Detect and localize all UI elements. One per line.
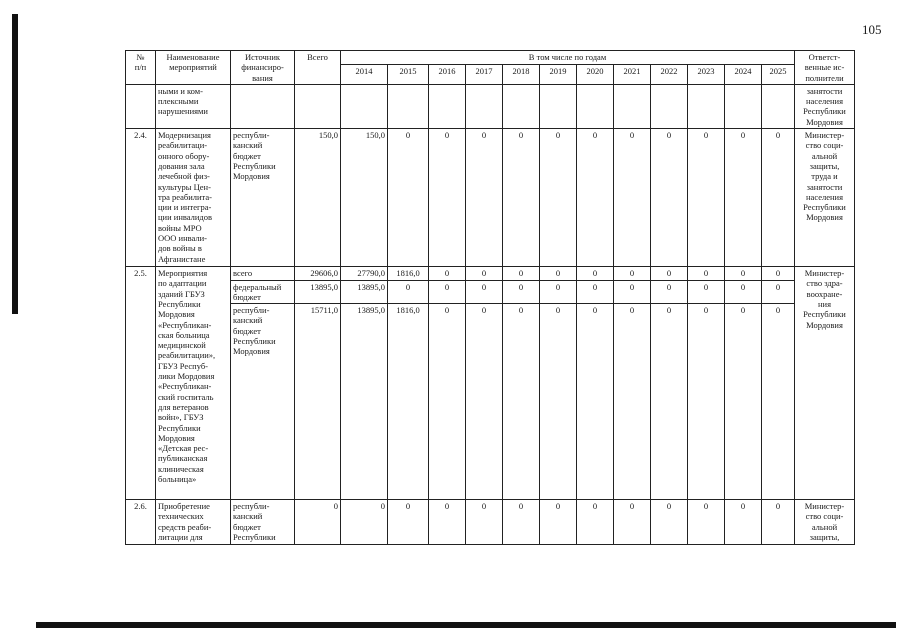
- row-name: ными и ком- плексными нарушениями: [156, 84, 231, 128]
- year-value: 0: [481, 268, 487, 279]
- year-value: 0: [775, 501, 781, 512]
- source-line: республи- канский бюджет Республики Мордовия: [233, 130, 276, 182]
- year-value: 0: [740, 268, 746, 279]
- year-value: 0: [540, 303, 576, 315]
- row-name: Приобретение технических средств реаби- литации для: [156, 500, 231, 545]
- source-line: республи- канский бюджет Республики Мордовия: [231, 303, 294, 356]
- header-year: 2016: [429, 65, 466, 85]
- year-value: 0: [725, 280, 761, 302]
- header-row: [126, 51, 855, 65]
- year-value: 0: [651, 303, 687, 315]
- row-year-value: [429, 267, 466, 500]
- header-year: 2019: [540, 65, 577, 85]
- row-year-value: [540, 267, 577, 500]
- year-value: 0: [740, 130, 746, 141]
- row-year-value: [540, 129, 577, 267]
- header-year: 2025: [762, 65, 795, 85]
- header-year: 2024: [725, 65, 762, 85]
- year-value: 0: [775, 268, 781, 279]
- row-number: 2.5.: [126, 267, 156, 500]
- year-value: 0: [555, 130, 561, 141]
- row-year-value: [503, 84, 540, 128]
- row-year-value: [651, 500, 688, 545]
- year-value: 0: [703, 268, 709, 279]
- row-name: Мероприятия по адаптации зданий ГБУЗ Республики Мордовия «Республикан- ская больница медицинской реабилитации», ГБУЗ Респуб- лики Мордовия «Республикан- ский госпиталь для ветеранов войн», ГБУЗ Республики Мордовия «Детская рес- публиканская клиническая больница»: [156, 267, 231, 500]
- year-value: 150,0: [365, 130, 385, 141]
- source-line: федеральный бюджет: [231, 280, 294, 302]
- year-value: 0: [666, 501, 672, 512]
- row-number: 2.4.: [126, 129, 156, 267]
- row-year-value: [688, 129, 725, 267]
- row-year-value: [577, 129, 614, 267]
- year-value: 0: [666, 130, 672, 141]
- header-source: Источник финансиро- вания: [231, 51, 295, 85]
- row-year-value: [388, 267, 429, 500]
- year-value: 0: [405, 501, 411, 512]
- page-number: 105: [862, 22, 882, 37]
- year-value: 0: [703, 130, 709, 141]
- year-value: 0: [429, 280, 465, 302]
- year-value: 0: [518, 130, 524, 141]
- row-year-value: [341, 84, 388, 128]
- year-value: 0: [688, 303, 724, 315]
- year-value: 0: [762, 280, 794, 302]
- row-year-value: [577, 500, 614, 545]
- row-number: [126, 84, 156, 128]
- row-year-value: [466, 129, 503, 267]
- header-num: № п/п: [126, 51, 156, 85]
- row-year-value: [341, 500, 388, 545]
- source-line: республи- канский бюджет Республики: [233, 501, 276, 542]
- year-value: 13895,0: [341, 303, 387, 315]
- row-year-value: [577, 267, 614, 500]
- year-value: 0: [444, 501, 450, 512]
- row-year-value: [762, 129, 795, 267]
- header-total: Всего: [295, 51, 341, 85]
- row-year-value: [614, 267, 651, 500]
- row-year-value: [762, 84, 795, 128]
- row-year-value: [725, 267, 762, 500]
- row-year-value: [466, 500, 503, 545]
- row-year-value: [762, 500, 795, 545]
- year-value: 0: [503, 280, 539, 302]
- year-value: 0: [405, 130, 411, 141]
- row-year-value: [466, 267, 503, 500]
- year-value: 0: [651, 280, 687, 302]
- source-line: всего: [233, 268, 253, 279]
- year-value: 27790,0: [357, 268, 385, 279]
- year-value: 0: [629, 501, 635, 512]
- year-value: 0: [629, 130, 635, 141]
- row-year-value: [540, 500, 577, 545]
- row-responsible: занятости населения Республики Мордовия: [795, 84, 855, 128]
- year-value: 0: [629, 268, 635, 279]
- year-value: 0: [466, 303, 502, 315]
- year-value: 0: [725, 303, 761, 315]
- row-year-value: [688, 267, 725, 500]
- year-value: 0: [688, 280, 724, 302]
- header-year: 2023: [688, 65, 725, 85]
- table-row: [126, 267, 855, 500]
- row-year-value: [503, 129, 540, 267]
- year-value: 1816,0: [396, 268, 420, 279]
- row-year-value: [388, 84, 429, 128]
- year-value: 0: [466, 280, 502, 302]
- row-year-value: [388, 129, 429, 267]
- row-year-value: [651, 267, 688, 500]
- header-by-years: В том числе по годам: [341, 51, 795, 65]
- header-year: 2015: [388, 65, 429, 85]
- table-row: [126, 84, 855, 128]
- row-year-value: [614, 500, 651, 545]
- year-value: 0: [518, 501, 524, 512]
- year-value: 0: [481, 130, 487, 141]
- row-year-value: [762, 267, 795, 500]
- year-value: 0: [555, 501, 561, 512]
- row-year-value: [388, 500, 429, 545]
- year-value: 1816,0: [388, 303, 428, 315]
- row-total: [295, 267, 341, 500]
- year-value: 0: [592, 268, 598, 279]
- program-table: [125, 50, 855, 545]
- total-value: 13895,0: [295, 280, 340, 302]
- year-value: 0: [429, 303, 465, 315]
- header-year: 2017: [466, 65, 503, 85]
- row-year-value: [651, 129, 688, 267]
- row-year-value: [540, 84, 577, 128]
- row-source: [231, 500, 295, 545]
- table-row: [126, 129, 855, 267]
- row-responsible: Министер- ство соци- альной защиты, труда и занятости населения Республики Мордовия: [795, 129, 855, 267]
- scan-edge-left: [12, 14, 18, 314]
- row-year-value: [429, 500, 466, 545]
- year-value: 13895,0: [341, 280, 387, 302]
- year-value: 0: [666, 268, 672, 279]
- year-value: 0: [540, 280, 576, 302]
- row-year-value: [503, 267, 540, 500]
- total-value: 0: [333, 501, 338, 512]
- year-value: 0: [592, 501, 598, 512]
- year-value: 0: [740, 501, 746, 512]
- row-year-value: [341, 267, 388, 500]
- row-responsible: Министер- ство соци- альной защиты,: [795, 500, 855, 545]
- row-total: [295, 129, 341, 267]
- year-value: 0: [577, 303, 613, 315]
- row-year-value: [725, 84, 762, 128]
- row-year-value: [614, 129, 651, 267]
- row-year-value: [466, 84, 503, 128]
- row-source: [231, 267, 295, 500]
- year-value: 0: [775, 130, 781, 141]
- row-year-value: [688, 500, 725, 545]
- year-value: 0: [481, 501, 487, 512]
- header-year: 2014: [341, 65, 388, 85]
- year-value: 0: [503, 303, 539, 315]
- row-name: Модернизация реабилитаци- онного обору- дования зала лечебной физ- культуры Цен- тра реабилита- ции и интегра- ции инвалидов войны МРО ООО инвали- дов войны в Афганистане: [156, 129, 231, 267]
- year-value: 0: [444, 268, 450, 279]
- row-year-value: [614, 84, 651, 128]
- row-year-value: [429, 84, 466, 128]
- year-value: 0: [518, 268, 524, 279]
- row-total: [295, 84, 341, 128]
- row-year-value: [651, 84, 688, 128]
- header-year: 2020: [577, 65, 614, 85]
- year-value: 0: [614, 280, 650, 302]
- year-value: 0: [444, 130, 450, 141]
- header-responsible: Ответст- венные ис- полнители: [795, 51, 855, 85]
- year-value: 0: [577, 280, 613, 302]
- year-value: 0: [703, 501, 709, 512]
- header-name: Наименование мероприятий: [156, 51, 231, 85]
- row-responsible: Министер- ство здра- воохране- ния Республики Мордовия: [795, 267, 855, 500]
- row-source: [231, 129, 295, 267]
- year-value: 0: [614, 303, 650, 315]
- table-row: [126, 500, 855, 545]
- header-year: 2022: [651, 65, 688, 85]
- total-value: 150,0: [318, 130, 338, 141]
- year-value: 0: [380, 501, 385, 512]
- row-year-value: [503, 500, 540, 545]
- row-source: [231, 84, 295, 128]
- row-year-value: [725, 129, 762, 267]
- row-year-value: [341, 129, 388, 267]
- row-total: [295, 500, 341, 545]
- year-value: 0: [762, 303, 794, 315]
- row-number: 2.6.: [126, 500, 156, 545]
- year-value: 0: [555, 268, 561, 279]
- year-value: 0: [592, 130, 598, 141]
- row-year-value: [429, 129, 466, 267]
- total-value: 15711,0: [295, 303, 340, 315]
- row-year-value: [688, 84, 725, 128]
- year-value: 0: [388, 280, 428, 302]
- header-year: 2021: [614, 65, 651, 85]
- row-year-value: [577, 84, 614, 128]
- total-value: 29606,0: [310, 268, 338, 279]
- scan-edge-bottom: [36, 622, 896, 628]
- header-year: 2018: [503, 65, 540, 85]
- row-year-value: [725, 500, 762, 545]
